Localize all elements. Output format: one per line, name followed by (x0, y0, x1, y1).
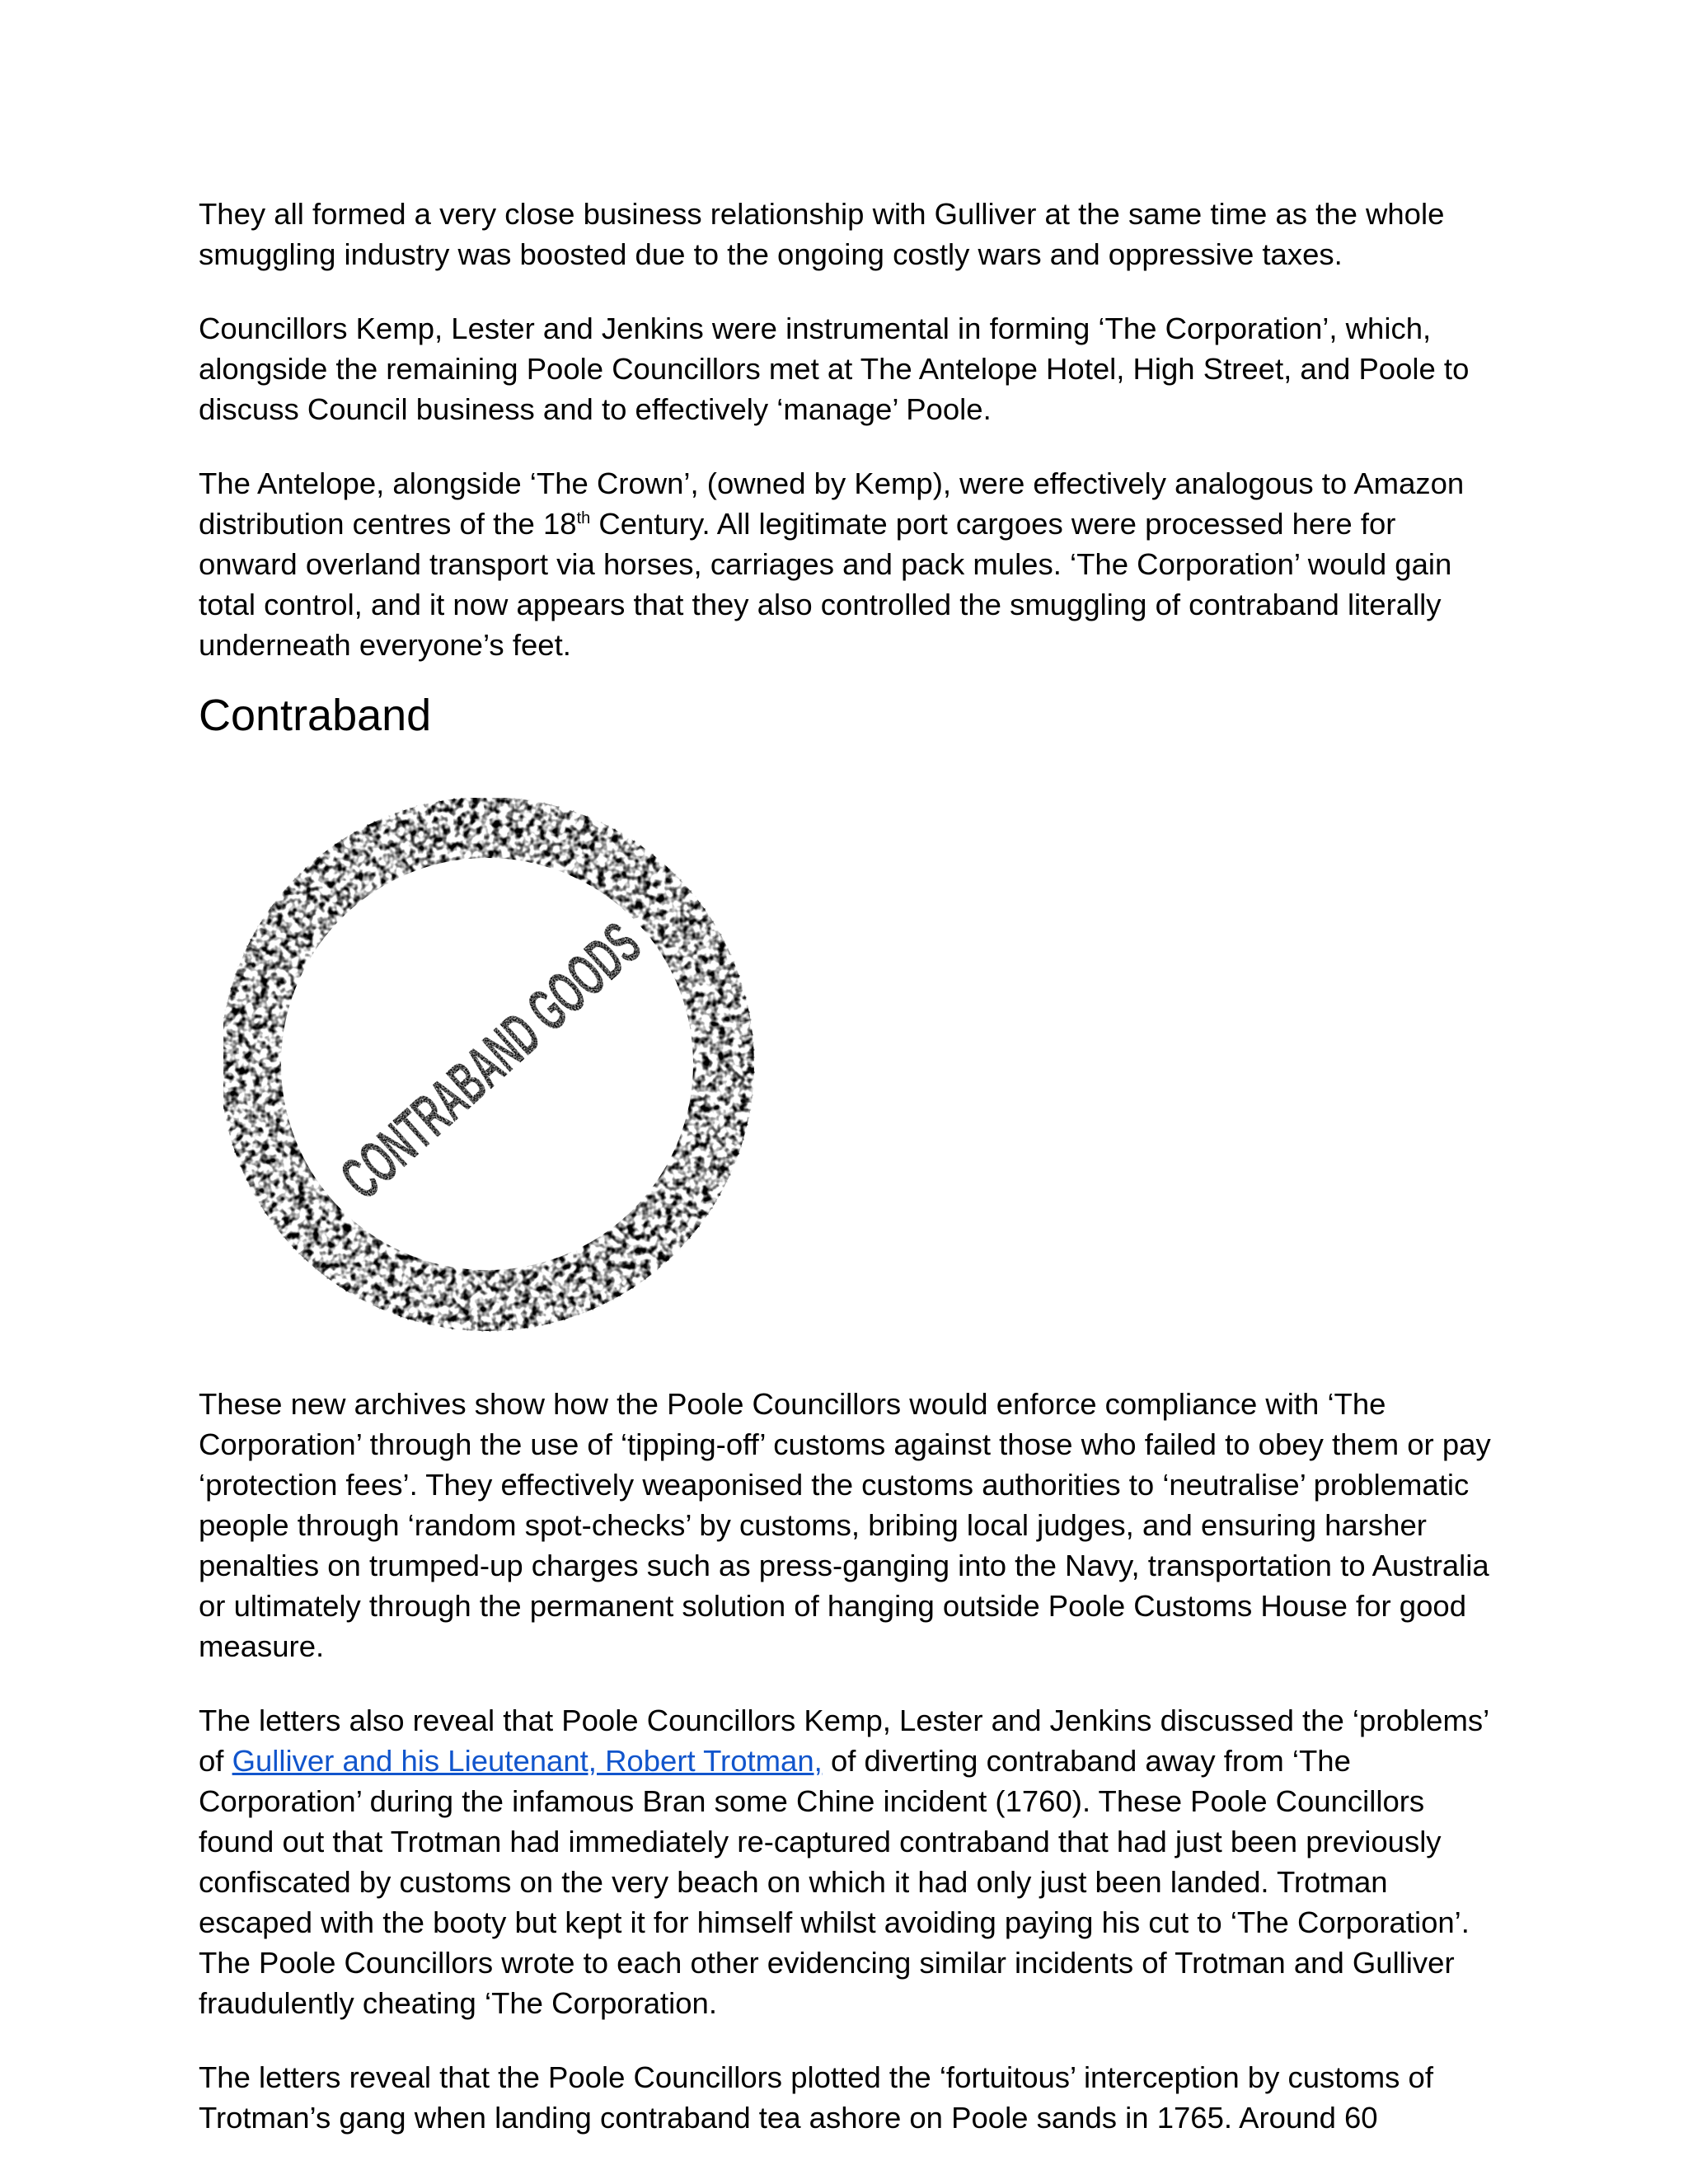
paragraph-text: The Antelope, alongside ‘The Crown’, (owned by Kemp), were effectively analogous to Amazon distribution centres of the 18 (199, 466, 1465, 541)
stamp-text: CONTRABAND GOODS (328, 909, 654, 1213)
paragraph-letters-trotman (199, 1700, 1493, 2023)
paragraph-text: Century. All legitimate port cargoes were processed here for onward overland transport via horses, carriages and pack mules. ‘The Corporation’ would gain total control, and it now appears that they also controlled the smuggling of contraband literally underneath everyone’s feet. (199, 507, 1452, 662)
paragraph-text: The letters also reveal that Poole Councillors Kemp, Lester and Jenkins discussed the ‘problems’ of (199, 1704, 1489, 1778)
contraband-stamp-icon (223, 798, 763, 1338)
document-body (199, 194, 1493, 2138)
contraband-stamp-image (223, 798, 763, 1338)
paragraph-text: of diverting contraband away from ‘The Corporation’ during the infamous Bran some Chine incident (1760). These Poole Councillors found out that Trotman had immediately re-captured contraband that had just been previously confiscated by customs on the very beach on which it had only just been landed. Trotman escaped with the booty but kept it for himself whilst avoiding paying his cut to ‘The Corporation’. The Poole Councillors wrote to each other evidencing similar incidents of Trotman and Gulliver fraudulently cheating ‘The Corporation. (199, 1744, 1470, 2020)
paragraph-interception: The letters reveal that the Poole Councillors plotted the ‘fortuitous’ interception by customs of Trotman’s gang when landing contraband tea ashore on Poole sands in 1765. Around 60 (199, 2060, 1433, 2135)
paragraph-antelope-crown (199, 463, 1493, 665)
paragraph-enforcement: These new archives show how the Poole Councillors would enforce compliance with ‘The Corporation’ through the use of ‘tipping-off’ customs against those who failed to obey them or pay ‘protection fees’. They effectively weaponised the customs authorities to ‘neutralise’ problematic people through ‘random spot-checks’ by customs, bribing local judges, and ensuring harsher penalties on trumped-up charges such as press-ganging into the Navy, transportation to Australia or ultimately through the permanent solution of hanging outside Poole Customs House for good measure. (199, 1387, 1491, 1663)
paragraph-gulliver-relationship: They all formed a very close business relationship with Gulliver at the same time as the whole smuggling industry was boosted due to the ongoing costly wars and oppressive taxes. (199, 197, 1445, 271)
ordinal-suffix: th (576, 509, 591, 527)
section-heading-contraband: Contraband (199, 691, 432, 740)
paragraph-corporation-formation: Councillors Kemp, Lester and Jenkins were instrumental in forming ‘The Corporation’, which, alongside the remaining Poole Councillors met at The Antelope Hotel, High Street, and Poole to discuss Council business and to effectively ‘manage’ Poole. (199, 312, 1470, 426)
gulliver-trotman-link[interactable]: Gulliver and his Lieutenant, Robert Trotman, (232, 1744, 823, 1778)
